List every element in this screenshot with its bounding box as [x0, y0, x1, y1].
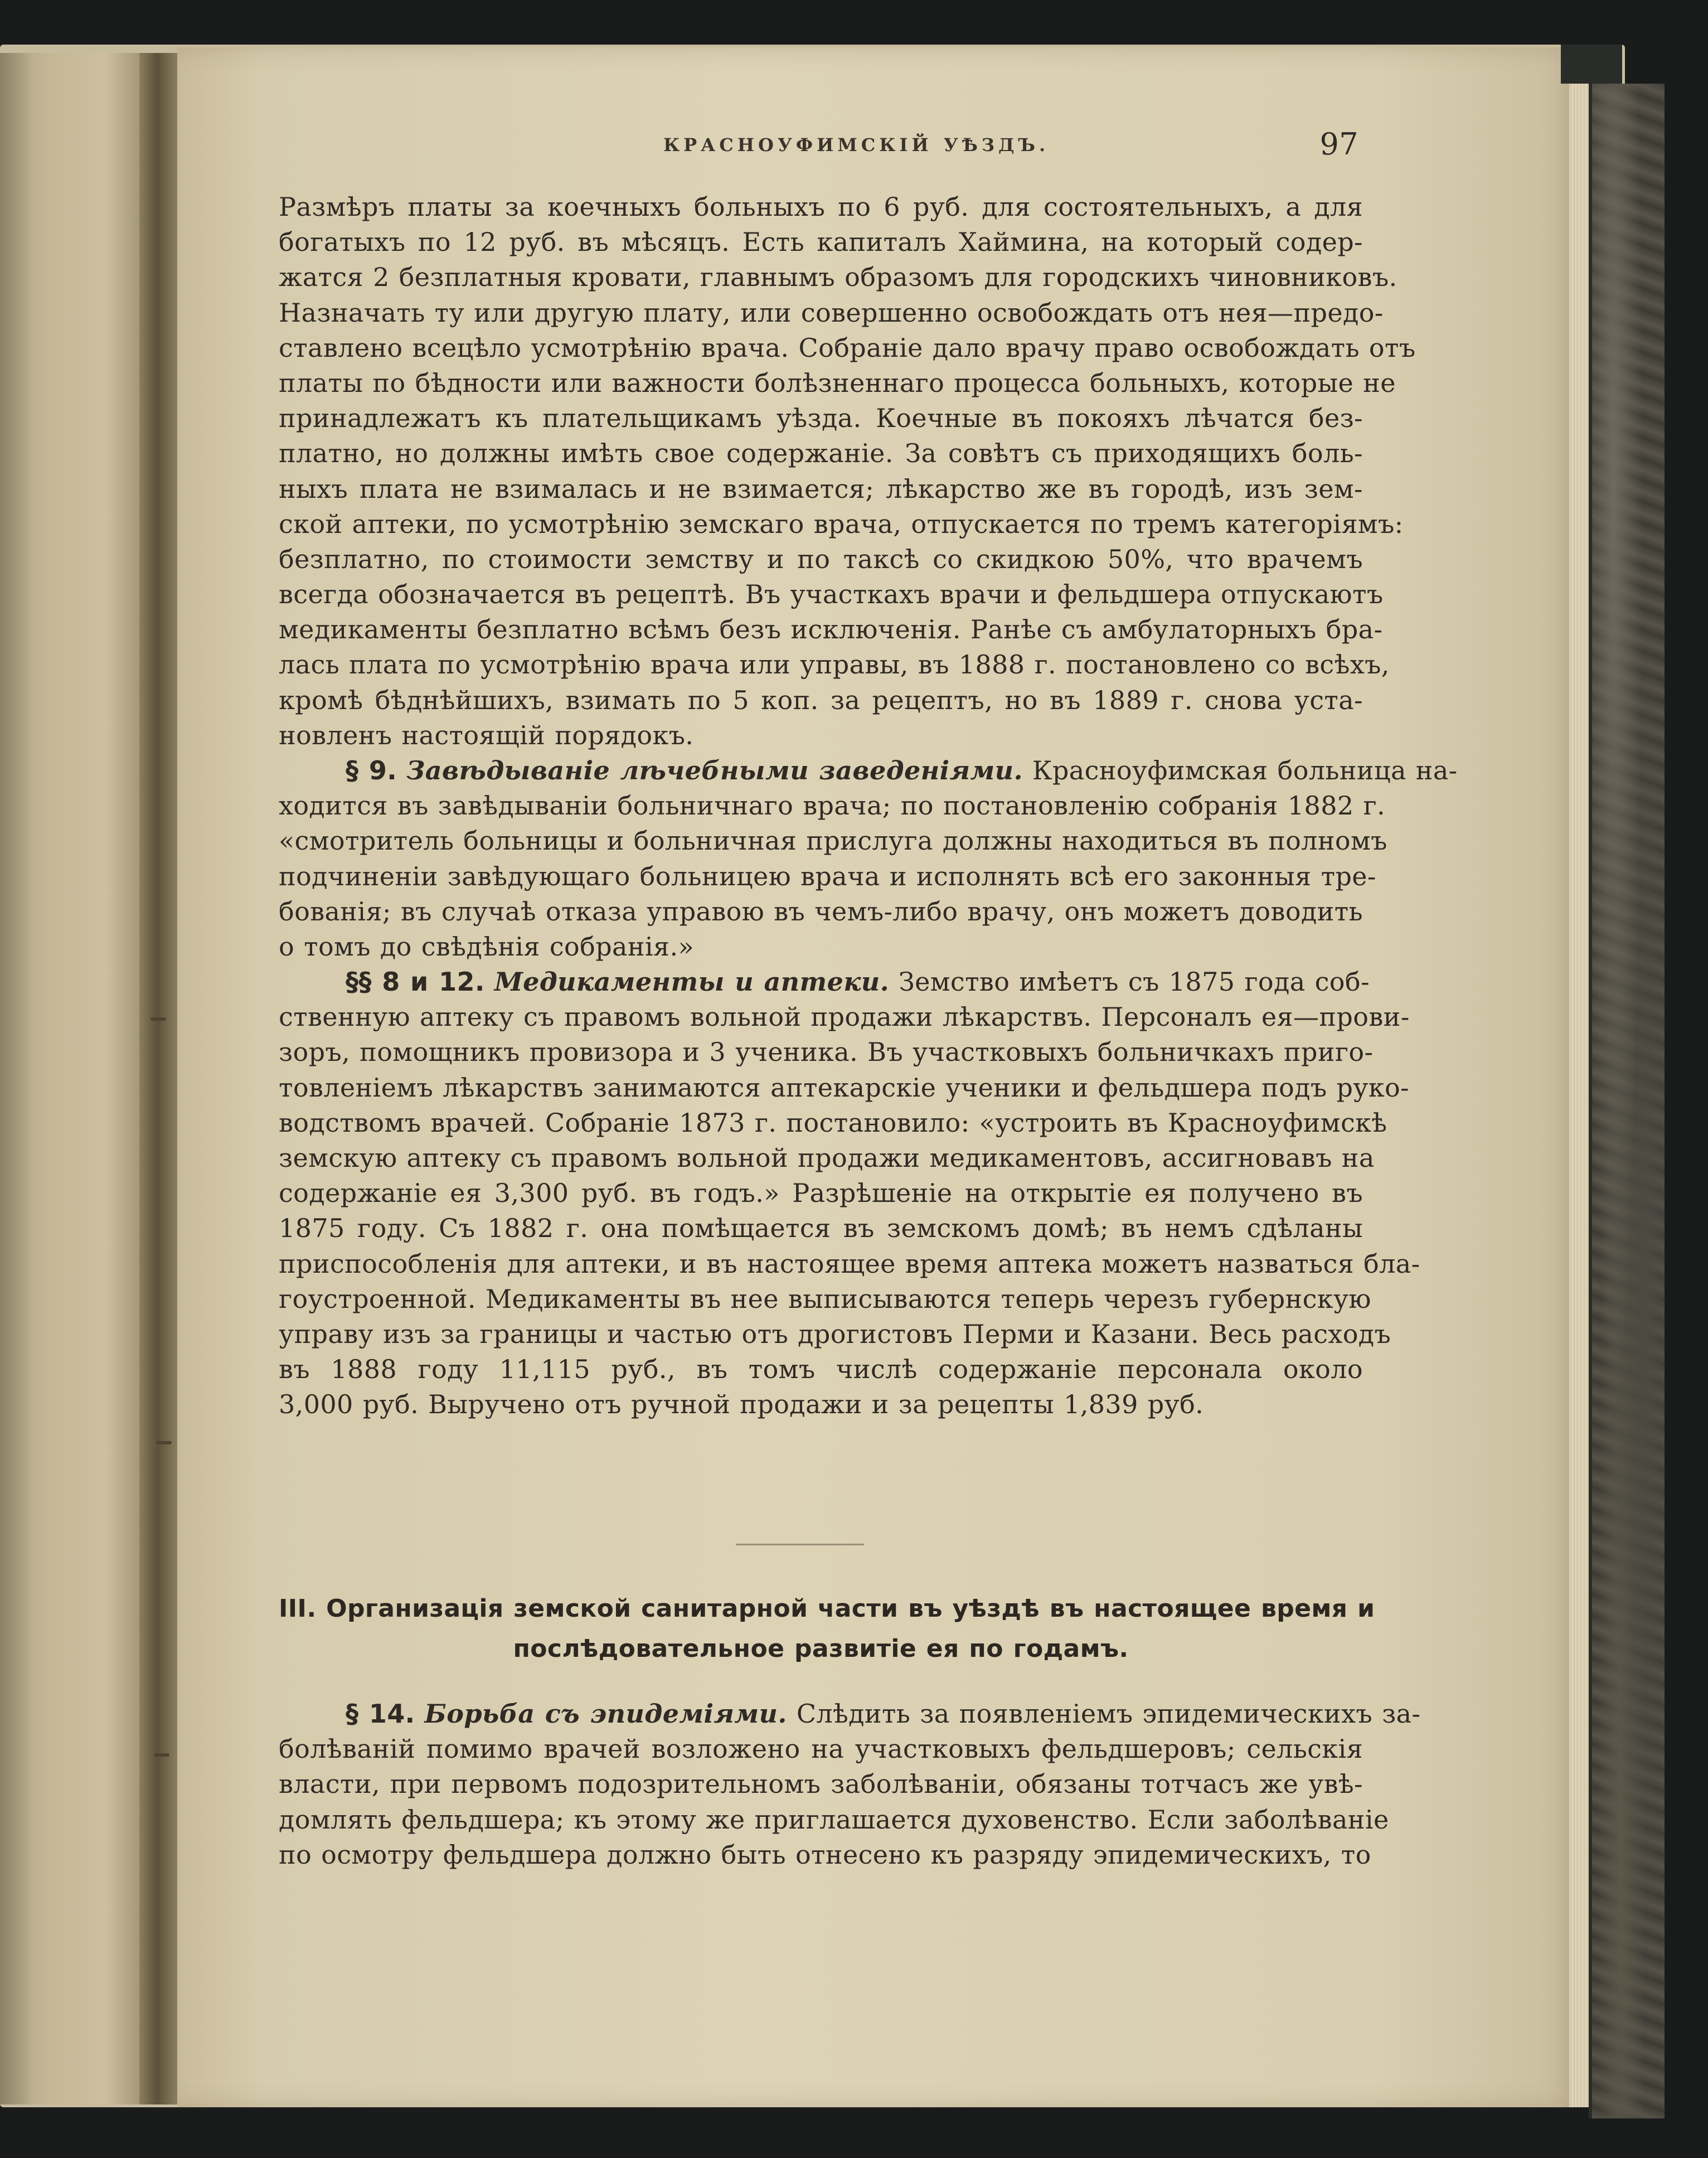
heading-line: III. Организація земской санитарной части въ уѣздѣ въ настоящее время и — [279, 1594, 1375, 1623]
text-fragment: Слѣдить за появленіемъ эпидемическихъ за- — [796, 1699, 1421, 1729]
section-number: § 9. — [346, 755, 397, 785]
text-line: болѣваній помимо врачей возложено на участковыхъ фельдшеровъ; сельскія — [279, 1734, 1363, 1764]
text-line: медикаменты безплатно всѣмъ безъ исключенія. Ранѣе съ амбулаторныхъ бра- — [279, 614, 1383, 645]
text-fragment: Красноуфимская больница на- — [1032, 755, 1458, 785]
text-line: Назначать ту или другую плату, или совершенно освобождать отъ нея—предо- — [279, 297, 1384, 328]
text-line: водствомъ врачей. Собраніе 1873 г. постановило: «устроить въ Красноуфимскѣ — [279, 1107, 1387, 1138]
text-line: жатся 2 безплатныя кровати, главнымъ образомъ для городскихъ чиновниковъ. — [279, 262, 1398, 293]
text-line: всегда обозначается въ рецептѣ. Въ участкахъ врачи и фельдшера отпускаютъ — [279, 579, 1384, 610]
section-title: Завѣдываніе лѣчебными заведеніями. — [406, 755, 1023, 785]
left-page-edge — [0, 53, 33, 2104]
paragraph-section-14 — [279, 1696, 1421, 1873]
text-line: безплатно, по стоимости земству и по таксѣ со скидкою 50%, что врачемъ — [279, 544, 1363, 574]
text-line: платно, но должны имѣть свое содержаніе. За совѣтъ съ приходящихъ боль- — [279, 438, 1363, 469]
paragraph-fees — [279, 190, 1416, 753]
section-first-line — [279, 1696, 1421, 1732]
section-divider — [736, 1544, 864, 1545]
page-number: 97 — [1319, 127, 1358, 162]
text-line: кромѣ бѣднѣйшихъ, взимать по 5 коп. за рецептъ, но въ 1889 г. снова уста- — [279, 685, 1363, 715]
section-first-line — [279, 964, 1370, 1000]
text-line: платы по бѣдности или важности болѣзненнаго процесса больныхъ, которые не — [279, 367, 1396, 398]
text-line: подчиненіи завѣдующаго больницею врача и исполнять всѣ его законныя тре- — [279, 861, 1376, 891]
text-line: гоустроенной. Медикаменты въ нее выписываются теперь черезъ губернскую — [279, 1283, 1371, 1314]
text-line: 1875 году. Съ 1882 г. она помѣщается въ земскомъ домѣ; въ немъ сдѣланы — [279, 1213, 1363, 1244]
thread-mark — [151, 1017, 166, 1021]
text-line: ставлено всецѣло усмотрѣнію врача. Собраніе дало врачу право освобождать отъ — [279, 332, 1416, 363]
text-line: ской аптеки, по усмотрѣнію земскаго врача, отпускается по тремъ категоріямъ: — [279, 508, 1404, 539]
chapter-heading — [279, 1589, 1375, 1669]
running-head-title: КРАСНОУФИМСКІЙ УѢЗДЪ. — [663, 134, 1050, 156]
text-line: Размѣръ платы за коечныхъ больныхъ по 6 руб. для состоятельныхъ, а для — [279, 192, 1363, 222]
text-line: приспособленія для аптеки, и въ настоящее время аптека можетъ назваться бла- — [279, 1248, 1420, 1279]
text-line: въ 1888 году 11,115 руб., въ томъ числѣ содержаніе персонала около — [279, 1354, 1363, 1385]
section-title: Борьба съ эпидеміями. — [424, 1699, 787, 1729]
text-line: товленіемъ лѣкарствъ занимаются аптекарскіе ученики и фельдшера подъ руко- — [279, 1072, 1410, 1103]
text-line: лась плата по усмотрѣнію врача или управы, въ 1888 г. постановлено со всѣхъ, — [279, 649, 1390, 680]
text-line: власти, при первомъ подозрительномъ заболѣваніи, обязаны тотчасъ же увѣ- — [279, 1769, 1363, 1800]
section-number: §§ 8 и 12. — [346, 967, 485, 997]
text-line: домлять фельдшера; къ этому же приглашается духовенство. Если заболѣваніе — [279, 1804, 1389, 1835]
thread-mark — [156, 1441, 172, 1444]
marbled-cover — [1589, 84, 1665, 2118]
section-first-line — [279, 753, 1458, 788]
text-line: бованія; въ случаѣ отказа управою въ чемъ-либо врачу, онъ можетъ доводить — [279, 896, 1363, 927]
section-number: § 14. — [346, 1699, 415, 1729]
text-line: ныхъ плата не взималась и не взимается; лѣкарство же въ городѣ, изъ зем- — [279, 473, 1363, 504]
text-line: по осмотру фельдшера должно быть отнесено къ разряду эпидемическихъ, то — [279, 1839, 1371, 1870]
heading-line: послѣдовательное развитіе ея по годамъ. — [513, 1635, 1129, 1663]
cover-top — [1561, 45, 1622, 84]
paragraph-section-9 — [279, 753, 1458, 964]
text-line: новленъ настоящій порядокъ. — [279, 720, 694, 750]
text-line: о томъ до свѣдѣнія собранія.» — [279, 931, 695, 962]
text-line: принадлежатъ къ плательщикамъ уѣзда. Коечные въ покояхъ лѣчатся без- — [279, 403, 1363, 434]
text-line: земскую аптеку съ правомъ вольной продажи медикаментовъ, ассигновавъ на — [279, 1142, 1375, 1173]
text-line: содержаніе ея 3,300 руб. въ годъ.» Разрѣшеніе на открытіе ея получено въ — [279, 1178, 1363, 1209]
text-line: ходится въ завѣдываніи больничнаго врача; по постановленію собранія 1882 г. — [279, 791, 1386, 821]
section-title: Медикаменты и аптеки. — [494, 967, 890, 997]
thread-mark — [154, 1753, 169, 1757]
text-line: зоръ, помощникъ провизора и 3 ученика. Въ участковыхъ больничкахъ приго- — [279, 1037, 1374, 1068]
text-line: 3,000 руб. Выручено отъ ручной продажи и за рецепты 1,839 руб. — [279, 1389, 1204, 1420]
text-line: управу изъ за границы и частью отъ дрогистовъ Перми и Казани. Весь расходъ — [279, 1318, 1391, 1349]
text-line: богатыхъ по 12 руб. въ мѣсяцъ. Есть капиталъ Хаймина, на который содер- — [279, 227, 1363, 258]
text-line: «смотритель больницы и больничная прислуга должны находиться въ полномъ — [279, 826, 1387, 856]
running-header — [279, 127, 1363, 166]
paragraph-section-8-12 — [279, 964, 1420, 1422]
text-line: ственную аптеку съ правомъ вольной продажи лѣкарствъ. Персоналъ ея—прови- — [279, 1002, 1410, 1032]
text-fragment: Земство имѣетъ съ 1875 года соб- — [899, 967, 1370, 997]
